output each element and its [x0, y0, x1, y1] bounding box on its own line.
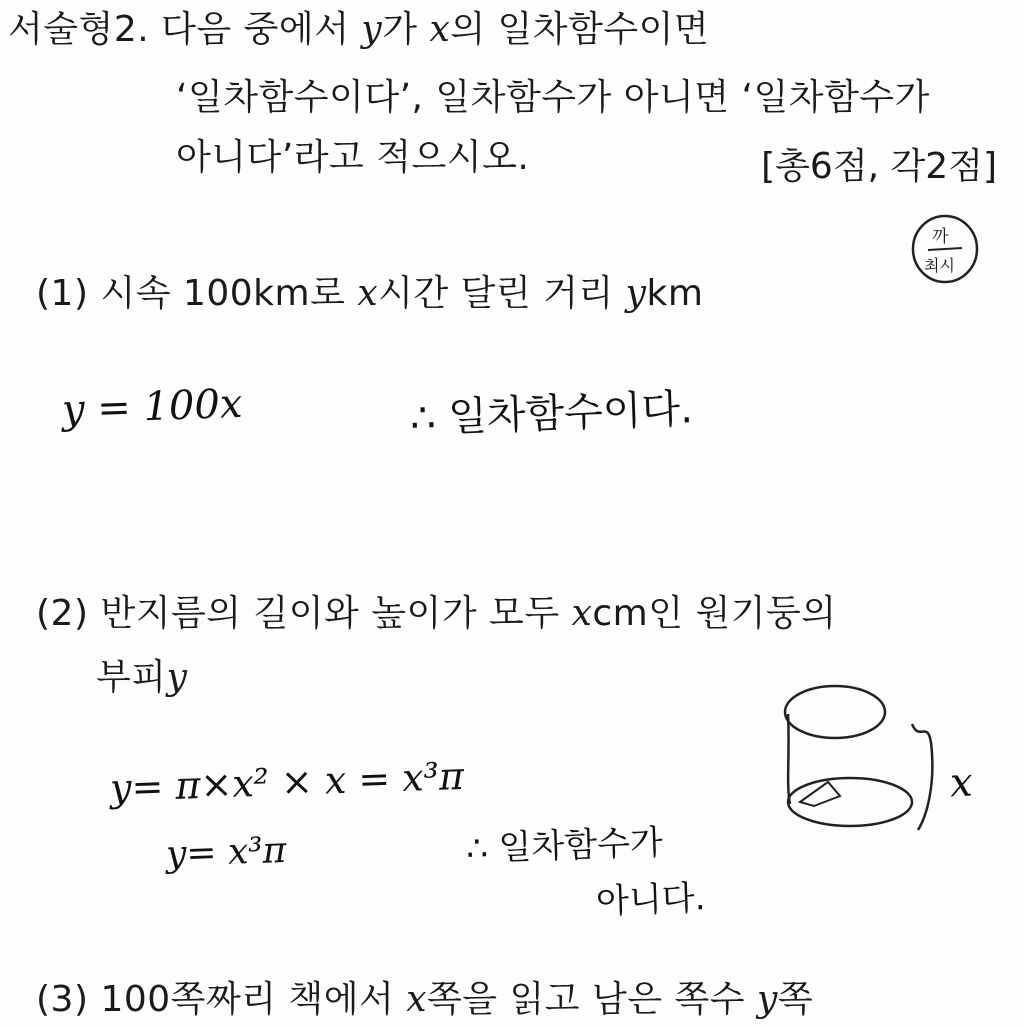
item-2-text: cm인 원기둥의 — [592, 593, 837, 634]
variable-y: y — [625, 273, 647, 314]
variable-x: x — [357, 273, 379, 314]
item-2-text: 반지름의 길이와 높이가 모두 — [100, 593, 560, 634]
item-2-label: (2) — [36, 593, 89, 634]
item-2-question — [36, 593, 837, 634]
variable-y: y — [361, 9, 383, 50]
item-1-text: km — [646, 273, 704, 314]
variable-y: y — [166, 657, 188, 698]
question-text: 의 일차함수이면 — [450, 9, 710, 50]
item-3-label: (3) — [36, 979, 89, 1020]
question-line-2: ‘일차함수이다’, 일차함수가 아니면 ‘일차함수가 — [176, 77, 930, 118]
item-1-question — [36, 273, 704, 314]
variable-x: x — [429, 9, 451, 50]
item-1-answer-formula: y = 100x — [61, 380, 244, 434]
item-2-text: 부피 — [96, 657, 167, 698]
question-line-3: 아니다’라고 적으시오. — [176, 137, 530, 178]
question-text: 가 — [382, 9, 418, 50]
item-2-answer-conclusion-1: ∴ 일차함수가 — [465, 822, 664, 870]
question-text: 다음 중에서 — [161, 9, 350, 50]
cylinder-sketch — [780, 684, 960, 834]
grader-mark — [910, 214, 980, 284]
item-1-text: 시속 100km로 — [100, 273, 346, 314]
variable-x: x — [571, 593, 593, 634]
item-2-answer-line-2: y= x³π — [165, 829, 288, 876]
item-1-answer-conclusion: ∴ 일차함수이다. — [409, 386, 694, 442]
item-1-label: (1) — [36, 273, 89, 314]
variable-y: y — [757, 979, 778, 1020]
item-2-answer-line-1: y= π×x² × x = x³π — [109, 753, 465, 811]
item-3-text: 쪽 — [777, 979, 814, 1020]
item-2-answer-conclusion-2: 아니다. — [595, 878, 707, 922]
item-3-text: 100쪽짜리 책에서 — [100, 979, 395, 1020]
grader-mark-top: 까 — [932, 227, 949, 247]
score-info: [총6점, 각2점] — [761, 146, 997, 187]
question-line-1 — [8, 9, 710, 50]
question-number: 서술형2. — [8, 9, 150, 50]
variable-x: x — [406, 979, 428, 1020]
item-3-question — [36, 979, 814, 1020]
item-1-text: 시간 달린 거리 — [378, 273, 614, 314]
grader-mark-bottom: 최시 — [924, 256, 955, 275]
cylinder-height-label: x — [949, 759, 974, 807]
item-3-text: 쪽을 읽고 남은 쪽수 — [427, 979, 746, 1020]
item-2-question-line-2 — [96, 657, 188, 698]
